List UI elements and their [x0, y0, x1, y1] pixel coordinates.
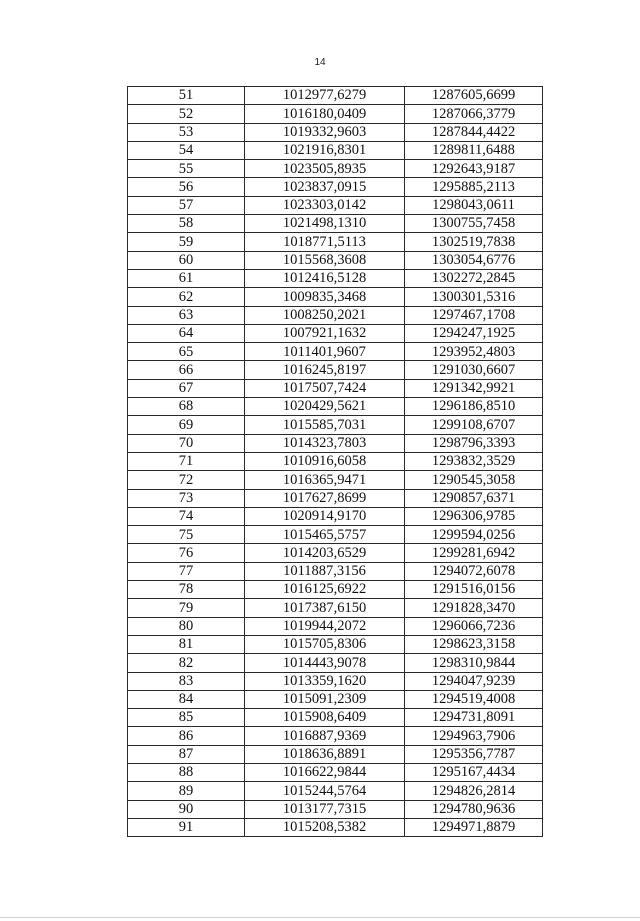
y-coordinate-cell: 1299281,6942: [405, 544, 543, 562]
point-number-cell: 77: [128, 562, 245, 580]
table-row: [128, 306, 543, 324]
table-row: [128, 141, 543, 159]
y-coordinate-cell: 1291030,6607: [405, 361, 543, 379]
x-coordinate-cell: 1019944,2072: [245, 617, 405, 635]
point-number-cell: 52: [128, 105, 245, 123]
y-coordinate-cell: 1294963,7906: [405, 727, 543, 745]
coordinates-table-body: [128, 87, 543, 837]
x-coordinate-cell: 1018636,8891: [245, 745, 405, 763]
table-row: [128, 343, 543, 361]
x-coordinate-cell: 1008250,2021: [245, 306, 405, 324]
y-coordinate-cell: 1298043,0611: [405, 196, 543, 214]
point-number-cell: 89: [128, 782, 245, 800]
table-row: [128, 178, 543, 196]
x-coordinate-cell: 1015465,5757: [245, 526, 405, 544]
y-coordinate-cell: 1298623,3158: [405, 635, 543, 653]
y-coordinate-cell: 1303054,6776: [405, 251, 543, 269]
x-coordinate-cell: 1014203,6529: [245, 544, 405, 562]
y-coordinate-cell: 1297467,1708: [405, 306, 543, 324]
point-number-cell: 66: [128, 361, 245, 379]
table-row: [128, 288, 543, 306]
point-number-cell: 67: [128, 379, 245, 397]
point-number-cell: 51: [128, 87, 245, 105]
point-number-cell: 84: [128, 690, 245, 708]
y-coordinate-cell: 1291342,9921: [405, 379, 543, 397]
x-coordinate-cell: 1011401,9607: [245, 343, 405, 361]
y-coordinate-cell: 1294519,4008: [405, 690, 543, 708]
y-coordinate-cell: 1287066,3779: [405, 105, 543, 123]
table-row: [128, 635, 543, 653]
x-coordinate-cell: 1021498,1310: [245, 215, 405, 233]
x-coordinate-cell: 1016365,9471: [245, 471, 405, 489]
table-row: [128, 745, 543, 763]
x-coordinate-cell: 1017627,8699: [245, 489, 405, 507]
point-number-cell: 58: [128, 215, 245, 233]
y-coordinate-cell: 1296066,7236: [405, 617, 543, 635]
table-row: [128, 617, 543, 635]
x-coordinate-cell: 1015585,7031: [245, 416, 405, 434]
table-row: [128, 782, 543, 800]
table-row: [128, 324, 543, 342]
x-coordinate-cell: 1017387,6150: [245, 599, 405, 617]
table-row: [128, 160, 543, 178]
y-coordinate-cell: 1299594,0256: [405, 526, 543, 544]
table-row: [128, 215, 543, 233]
x-coordinate-cell: 1011887,3156: [245, 562, 405, 580]
table-row: [128, 709, 543, 727]
x-coordinate-cell: 1016622,9844: [245, 763, 405, 781]
point-number-cell: 69: [128, 416, 245, 434]
table-row: [128, 489, 543, 507]
x-coordinate-cell: 1016245,8197: [245, 361, 405, 379]
x-coordinate-cell: 1016180,0409: [245, 105, 405, 123]
x-coordinate-cell: 1012977,6279: [245, 87, 405, 105]
x-coordinate-cell: 1023505,8935: [245, 160, 405, 178]
y-coordinate-cell: 1287844,4422: [405, 123, 543, 141]
y-coordinate-cell: 1299108,6707: [405, 416, 543, 434]
y-coordinate-cell: 1295356,7787: [405, 745, 543, 763]
x-coordinate-cell: 1015091,2309: [245, 690, 405, 708]
y-coordinate-cell: 1294247,1925: [405, 324, 543, 342]
table-row: [128, 526, 543, 544]
point-number-cell: 88: [128, 763, 245, 781]
x-coordinate-cell: 1015208,5382: [245, 818, 405, 836]
point-number-cell: 55: [128, 160, 245, 178]
table-row: [128, 507, 543, 525]
x-coordinate-cell: 1009835,3468: [245, 288, 405, 306]
y-coordinate-cell: 1295167,4434: [405, 763, 543, 781]
x-coordinate-cell: 1010916,6058: [245, 452, 405, 470]
table-row: [128, 544, 543, 562]
y-coordinate-cell: 1291516,0156: [405, 581, 543, 599]
point-number-cell: 85: [128, 709, 245, 727]
point-number-cell: 61: [128, 269, 245, 287]
point-number-cell: 68: [128, 398, 245, 416]
y-coordinate-cell: 1287605,6699: [405, 87, 543, 105]
point-number-cell: 83: [128, 672, 245, 690]
y-coordinate-cell: 1295885,2113: [405, 178, 543, 196]
y-coordinate-cell: 1300301,5316: [405, 288, 543, 306]
table-row: [128, 233, 543, 251]
point-number-cell: 53: [128, 123, 245, 141]
table-row: [128, 690, 543, 708]
table-row: [128, 105, 543, 123]
y-coordinate-cell: 1290857,6371: [405, 489, 543, 507]
point-number-cell: 91: [128, 818, 245, 836]
y-coordinate-cell: 1290545,3058: [405, 471, 543, 489]
x-coordinate-cell: 1016125,6922: [245, 581, 405, 599]
x-coordinate-cell: 1017507,7424: [245, 379, 405, 397]
point-number-cell: 76: [128, 544, 245, 562]
y-coordinate-cell: 1289811,6488: [405, 141, 543, 159]
table-row: [128, 434, 543, 452]
page-bottom-rule: [0, 917, 640, 918]
x-coordinate-cell: 1014443,9078: [245, 654, 405, 672]
point-number-cell: 57: [128, 196, 245, 214]
y-coordinate-cell: 1294047,9239: [405, 672, 543, 690]
point-number-cell: 70: [128, 434, 245, 452]
x-coordinate-cell: 1014323,7803: [245, 434, 405, 452]
x-coordinate-cell: 1007921,1632: [245, 324, 405, 342]
point-number-cell: 82: [128, 654, 245, 672]
x-coordinate-cell: 1023837,0915: [245, 178, 405, 196]
point-number-cell: 71: [128, 452, 245, 470]
table-row: [128, 763, 543, 781]
x-coordinate-cell: 1015244,5764: [245, 782, 405, 800]
x-coordinate-cell: 1021916,8301: [245, 141, 405, 159]
point-number-cell: 64: [128, 324, 245, 342]
y-coordinate-cell: 1294731,8091: [405, 709, 543, 727]
table-row: [128, 581, 543, 599]
table-row: [128, 87, 543, 105]
x-coordinate-cell: 1015908,6409: [245, 709, 405, 727]
x-coordinate-cell: 1023303,0142: [245, 196, 405, 214]
x-coordinate-cell: 1016887,9369: [245, 727, 405, 745]
y-coordinate-cell: 1302272,2845: [405, 269, 543, 287]
point-number-cell: 60: [128, 251, 245, 269]
y-coordinate-cell: 1294826,2814: [405, 782, 543, 800]
x-coordinate-cell: 1013359,1620: [245, 672, 405, 690]
y-coordinate-cell: 1294072,6078: [405, 562, 543, 580]
x-coordinate-cell: 1019332,9603: [245, 123, 405, 141]
point-number-cell: 56: [128, 178, 245, 196]
x-coordinate-cell: 1018771,5113: [245, 233, 405, 251]
x-coordinate-cell: 1012416,5128: [245, 269, 405, 287]
point-number-cell: 81: [128, 635, 245, 653]
y-coordinate-cell: 1294780,9636: [405, 800, 543, 818]
y-coordinate-cell: 1296186,8510: [405, 398, 543, 416]
point-number-cell: 75: [128, 526, 245, 544]
x-coordinate-cell: 1020429,5621: [245, 398, 405, 416]
x-coordinate-cell: 1020914,9170: [245, 507, 405, 525]
point-number-cell: 73: [128, 489, 245, 507]
table-row: [128, 654, 543, 672]
table-row: [128, 452, 543, 470]
point-number-cell: 90: [128, 800, 245, 818]
table-row: [128, 471, 543, 489]
page-number: 14: [314, 57, 326, 68]
point-number-cell: 80: [128, 617, 245, 635]
point-number-cell: 78: [128, 581, 245, 599]
table-row: [128, 379, 543, 397]
point-number-cell: 79: [128, 599, 245, 617]
point-number-cell: 87: [128, 745, 245, 763]
table-row: [128, 269, 543, 287]
table-row: [128, 672, 543, 690]
y-coordinate-cell: 1293832,3529: [405, 452, 543, 470]
y-coordinate-cell: 1292643,9187: [405, 160, 543, 178]
point-number-cell: 62: [128, 288, 245, 306]
point-number-cell: 54: [128, 141, 245, 159]
table-row: [128, 562, 543, 580]
table-row: [128, 361, 543, 379]
x-coordinate-cell: 1015705,8306: [245, 635, 405, 653]
table-row: [128, 818, 543, 836]
point-number-cell: 65: [128, 343, 245, 361]
point-number-cell: 72: [128, 471, 245, 489]
table-row: [128, 727, 543, 745]
table-row: [128, 196, 543, 214]
point-number-cell: 59: [128, 233, 245, 251]
y-coordinate-cell: 1302519,7838: [405, 233, 543, 251]
table-row: [128, 416, 543, 434]
y-coordinate-cell: 1300755,7458: [405, 215, 543, 233]
y-coordinate-cell: 1291828,3470: [405, 599, 543, 617]
x-coordinate-cell: 1015568,3608: [245, 251, 405, 269]
table-row: [128, 599, 543, 617]
y-coordinate-cell: 1298310,9844: [405, 654, 543, 672]
y-coordinate-cell: 1294971,8879: [405, 818, 543, 836]
y-coordinate-cell: 1296306,9785: [405, 507, 543, 525]
point-number-cell: 74: [128, 507, 245, 525]
x-coordinate-cell: 1013177,7315: [245, 800, 405, 818]
y-coordinate-cell: 1298796,3393: [405, 434, 543, 452]
y-coordinate-cell: 1293952,4803: [405, 343, 543, 361]
point-number-cell: 86: [128, 727, 245, 745]
coordinates-table: [127, 86, 543, 837]
table-row: [128, 398, 543, 416]
point-number-cell: 63: [128, 306, 245, 324]
table-row: [128, 123, 543, 141]
table-row: [128, 251, 543, 269]
table-row: [128, 800, 543, 818]
